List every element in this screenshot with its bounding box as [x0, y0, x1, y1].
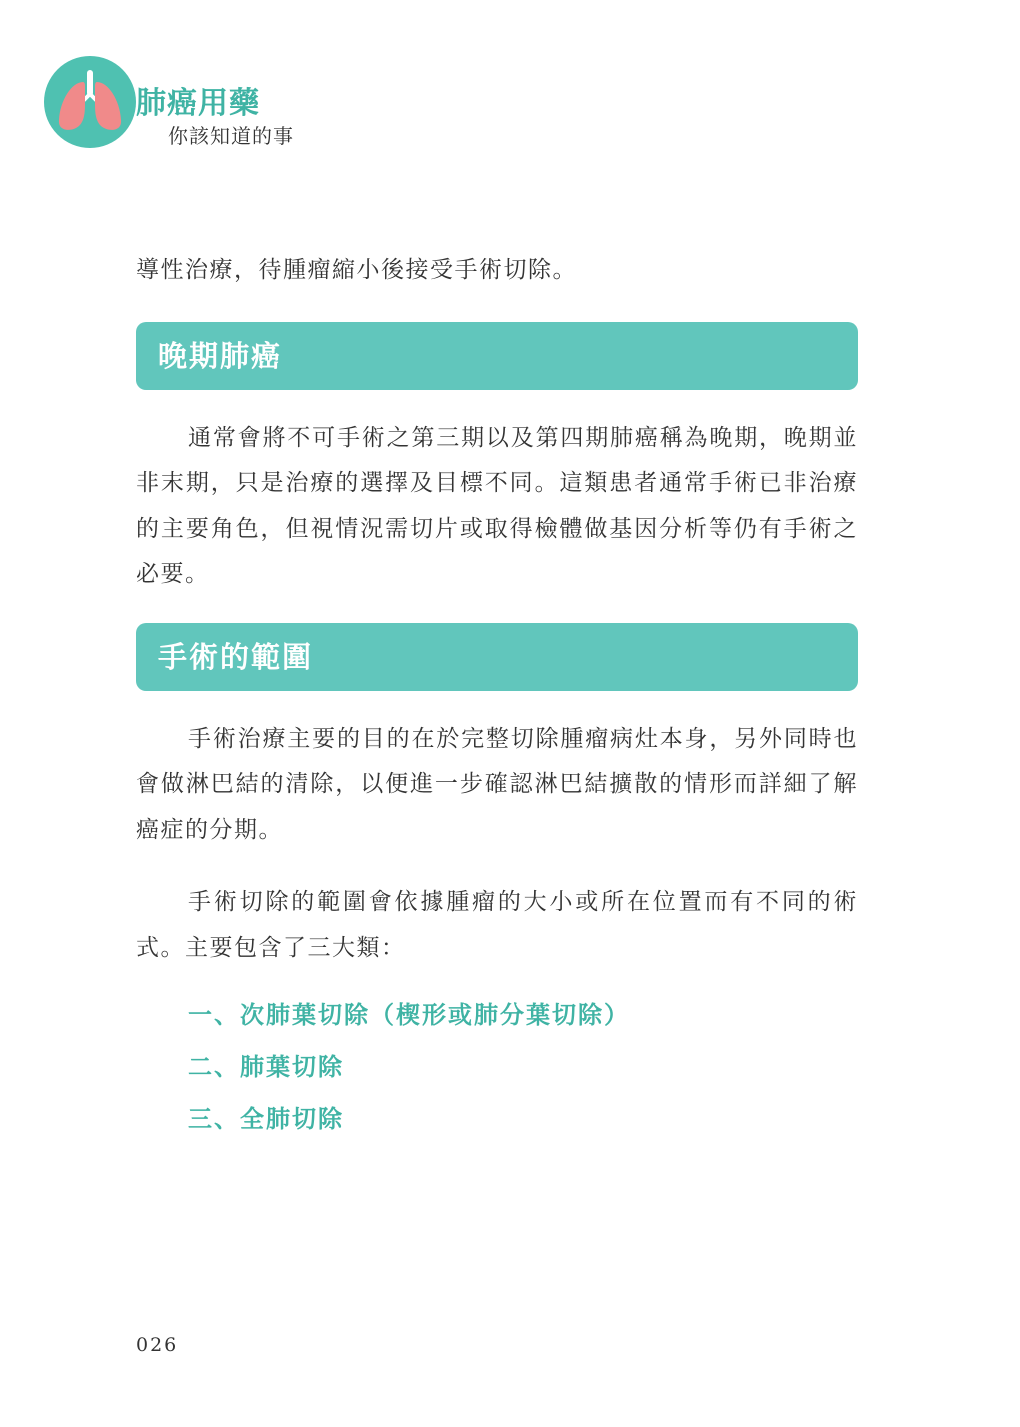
- book-logo: [44, 56, 344, 156]
- list-item: 一、次肺葉切除（楔形或肺分葉切除）: [188, 1001, 630, 1029]
- logo-title: 肺癌用藥: [136, 86, 260, 121]
- section-heading-advanced-lung-cancer: 晚期肺癌: [136, 322, 858, 390]
- logo-circle: [44, 56, 136, 148]
- intro-continuation: 導性治療，待腫瘤縮小後接受手術切除。: [136, 257, 577, 283]
- section-heading-surgery-scope: 手術的範圍: [136, 623, 858, 691]
- logo-subtitle: 你該知道的事: [168, 124, 294, 148]
- list-item: 三、全肺切除: [188, 1105, 344, 1133]
- advanced-lung-cancer-paragraph: 通常會將不可手術之第三期以及第四期肺癌稱為晚期，晚期並非末期，只是治療的選擇及目標不同。這類患者通常手術已非治療的主要角色，但視情況需切片或取得檢體做基因分析等仍有手術之必要。: [136, 424, 858, 587]
- page-content: [136, 248, 858, 1145]
- surgery-scope-paragraph-1: 手術治療主要的目的在於完整切除腫瘤病灶本身，另外同時也會做淋巴結的清除，以便進一步確認淋巴結擴散的情形而詳細了解癌症的分期。: [136, 725, 858, 843]
- surgery-scope-paragraph-2: 手術切除的範圍會依據腫瘤的大小或所在位置而有不同的術式。主要包含了三大類：: [136, 889, 858, 961]
- list-item: 二、肺葉切除: [188, 1053, 344, 1081]
- lungs-icon: [54, 70, 126, 134]
- page-number: 026: [136, 1334, 179, 1356]
- surgery-types-list: [136, 989, 858, 1145]
